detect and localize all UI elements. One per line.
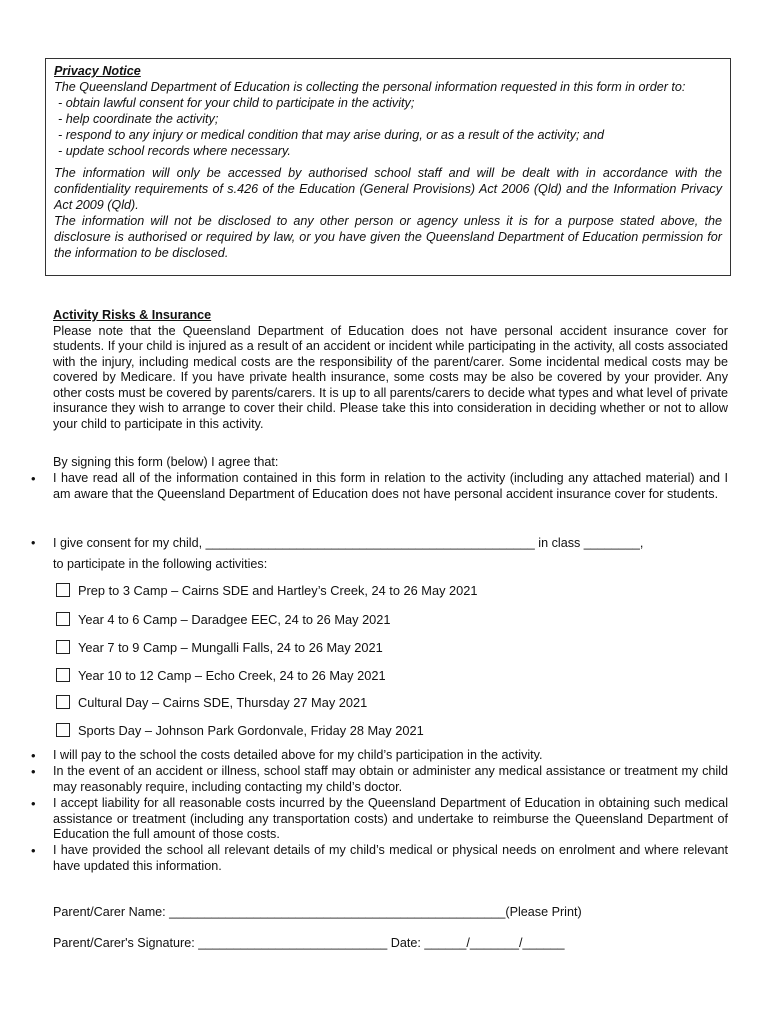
- agreement-item-accident: [31, 764, 728, 795]
- accident-text: In the event of an accident or illness, school staff may obtain or administer any medical assistance or treatment my child may reasonably require, including contacting my child’s doctor.: [53, 764, 728, 794]
- bullet-icon: •: [31, 843, 36, 858]
- privacy-purposes-list: [54, 95, 722, 159]
- activity-label: Year 7 to 9 Camp – Mungalli Falls, 24 to 26 May 2021: [78, 639, 383, 655]
- pay-text: I will pay to the school the costs detailed above for my child’s participation in the activity.: [53, 748, 543, 762]
- agreement-item-liability: [31, 796, 728, 843]
- activity-option[interactable]: [56, 638, 383, 656]
- checkbox[interactable]: [56, 640, 70, 654]
- checkbox[interactable]: [56, 668, 70, 682]
- bullet-icon: •: [31, 748, 36, 763]
- agreement-item-medical: [31, 843, 728, 874]
- privacy-notice-title: Privacy Notice: [54, 64, 141, 78]
- privacy-disclosure-text: The information will not be disclosed to any other person or agency unless it is for a purpose stated above, the disclosure is authorised or required by law, or you have given the Queensland Department of Education permission for the information to be disclosed.: [54, 214, 722, 260]
- privacy-purpose: - respond to any injury or medical condition that may arise during, or as a result of the activity; and: [54, 127, 722, 143]
- agreement-item-pay: [31, 748, 728, 764]
- checkbox[interactable]: [56, 723, 70, 737]
- agreement-item-read-all: [31, 471, 728, 502]
- medical-text: I have provided the school all relevant details of my child’s medical or physical needs on enrolment and where relevant have updated this information.: [53, 843, 728, 873]
- parent-name-field[interactable]: Parent/Carer Name: ________________________________________________(Please Print): [53, 905, 582, 919]
- liability-text: I accept liability for all reasonable costs incurred by the Queensland Department of Education in obtaining such medical assistance or treatment (including any transportation costs) and undertake to reimburse the Queensland Department of Education the full amount of those costs.: [53, 796, 728, 841]
- checkbox[interactable]: [56, 612, 70, 626]
- activity-option[interactable]: [56, 693, 367, 711]
- consent-line: [31, 535, 728, 551]
- bullet-icon: •: [31, 796, 36, 811]
- activity-label: Prep to 3 Camp – Cairns SDE and Hartley’s Creek, 24 to 26 May 2021: [78, 582, 478, 598]
- privacy-access-text: The information will only be accessed by authorised school staff and will be dealt with in accordance with the confidentiality requirements of s.426 of the Education (General Provisions) Act 2006 (Qld) and the Information Privacy Act 2009 (Qld).: [54, 166, 722, 212]
- privacy-intro: The Queensland Department of Education is collecting the personal information requested in this form in order to:: [54, 80, 686, 94]
- signature-date-field[interactable]: Parent/Carer's Signature: ___________________________ Date: ______/_______/______: [53, 936, 565, 950]
- activity-option[interactable]: [56, 610, 391, 628]
- activity-label: Year 10 to 12 Camp – Echo Creek, 24 to 26 May 2021: [78, 667, 386, 683]
- checkbox[interactable]: [56, 695, 70, 709]
- class-field[interactable]: in class ________,: [534, 536, 644, 550]
- participate-text: to participate in the following activities:: [53, 557, 268, 571]
- privacy-purpose: - obtain lawful consent for your child to participate in the activity;: [54, 95, 722, 111]
- agreement-intro: By signing this form (below) I agree that:: [53, 455, 279, 469]
- consent-prefix: I give consent for my child,: [53, 536, 206, 550]
- read-all-text: I have read all of the information contained in this form in relation to the activity (including any attached material) and I am aware that the Queensland Department of Education does not have personal accident insurance cover for students.: [53, 471, 728, 501]
- child-name-field[interactable]: _______________________________________________: [205, 536, 535, 550]
- activity-label: Year 4 to 6 Camp – Daradgee EEC, 24 to 26 May 2021: [78, 611, 391, 627]
- privacy-notice-box: [45, 58, 731, 276]
- risks-body: Please note that the Queensland Department of Education does not have personal accident insurance cover for students. If your child is injured as a result of an accident or incident while participating in the activity, all costs associated with the injury, including medical costs are the responsibility of the parent/carer. Some incidental medical costs may be covered by Medicare. If you have private health insurance, some costs may be also be covered by your provider. Any other costs must be covered by parents/carers. It is up to all parents/carers to decide what types and what level of private insurance they wish to arrange to cover their child. Please take this into consideration in deciding whether or not to allow your child to participate in this activity.: [53, 323, 728, 431]
- risks-title: Activity Risks & Insurance: [53, 308, 212, 322]
- activity-label: Sports Day – Johnson Park Gordonvale, Friday 28 May 2021: [78, 722, 424, 738]
- bullet-icon: •: [31, 471, 36, 486]
- bullet-icon: •: [31, 764, 36, 779]
- activity-option[interactable]: [56, 666, 386, 684]
- privacy-purpose: - update school records where necessary.: [54, 143, 722, 159]
- privacy-purpose: - help coordinate the activity;: [54, 111, 722, 127]
- activity-option[interactable]: [56, 721, 424, 739]
- activity-risks-section: [53, 308, 728, 432]
- activity-option[interactable]: [56, 581, 478, 599]
- activity-label: Cultural Day – Cairns SDE, Thursday 27 May 2021: [78, 694, 368, 710]
- checkbox[interactable]: [56, 583, 70, 597]
- bullet-icon: •: [31, 536, 36, 550]
